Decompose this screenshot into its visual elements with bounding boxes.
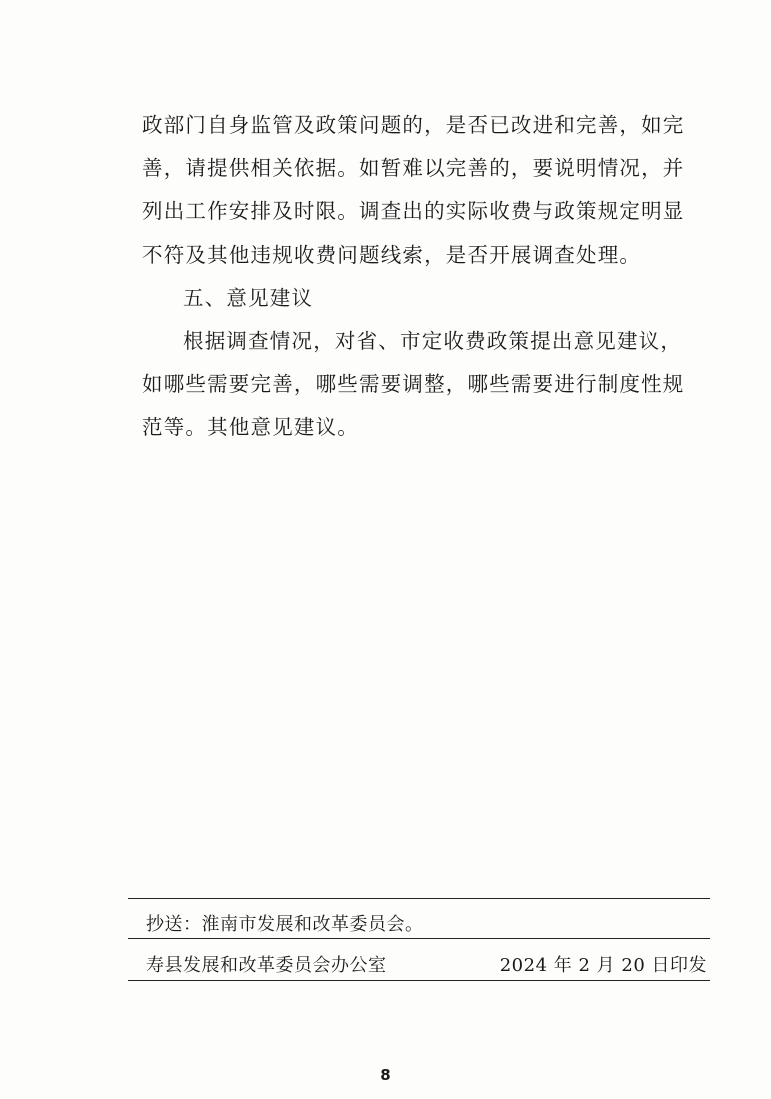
page-number: 8 <box>380 1066 391 1084</box>
issuer-office: 寿县发展和改革委员会办公室 <box>146 955 387 976</box>
footer-rule-bottom <box>128 980 710 981</box>
paragraph-suggestions: 根据调查情况，对省、市定收费政策提出意见建议，如哪些需要完善，哪些需要调整，哪些需要进行制度性规范等。其他意见建议。 <box>142 329 685 440</box>
issue-date: 2024 年 2 月 20 日印发 <box>499 955 707 976</box>
paragraph-continuation: 政部门自身监管及政策问题的，是否已改进和完善，如完善，请提供相关依据。如暂难以完善的，要说明情况，并列出工作安排及时限。调查出的实际收费与政策规定明显不符及其他违规收费问题线索，是否开展调查处理。 <box>142 113 685 267</box>
footer-rule-top <box>128 898 710 899</box>
cc-line: 抄送：淮南市发展和改革委员会。 <box>146 914 424 935</box>
section-heading: 五、意见建议 <box>183 285 314 310</box>
body-text <box>142 104 702 450</box>
footer-rule-middle <box>128 938 710 939</box>
